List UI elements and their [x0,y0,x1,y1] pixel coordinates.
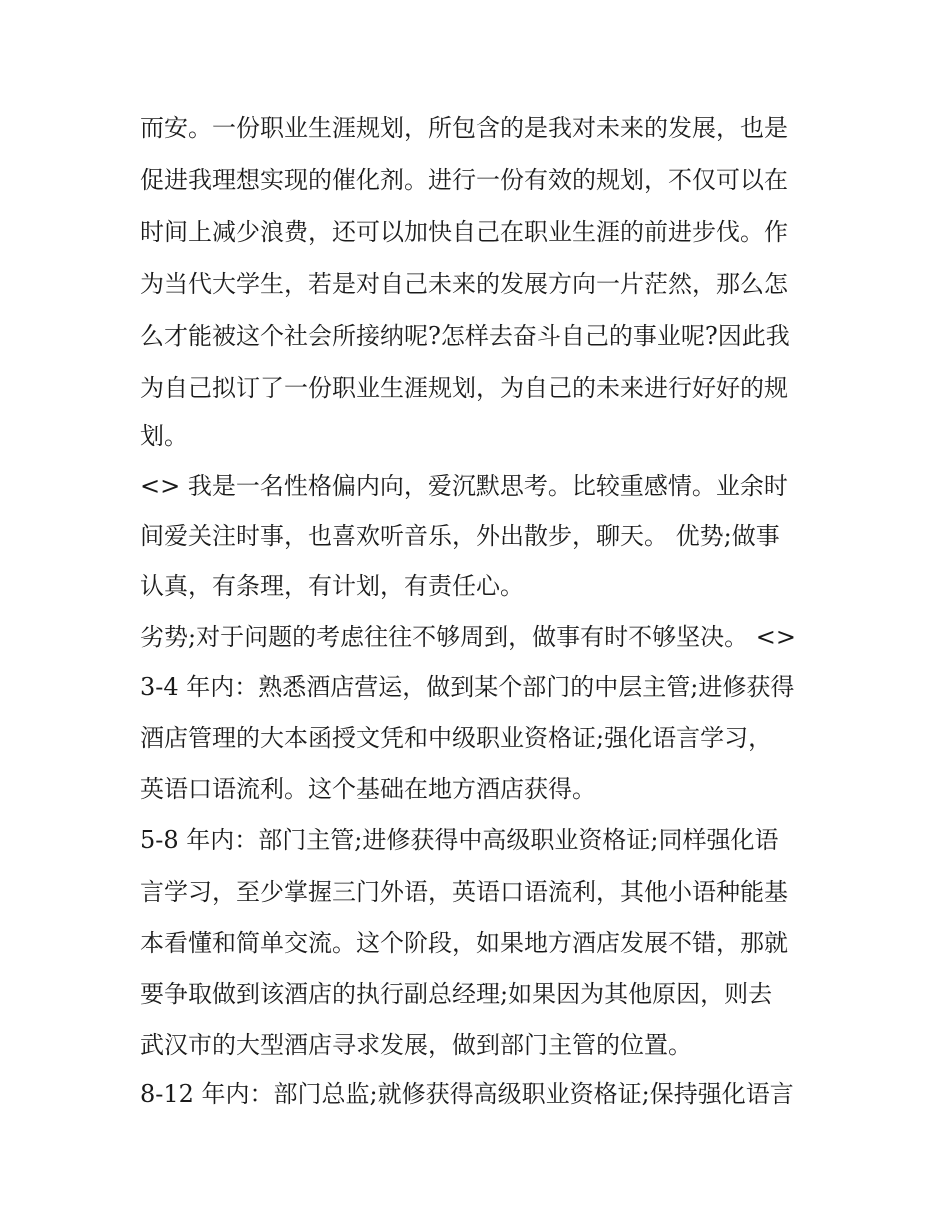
text-line: 时间上减少浪费，还可以加快自己在职业生涯的前进步伐。作 [140,218,788,246]
text-line: 5-8 年内：部门主管;进修获得中高级职业资格证;同样强化语 [140,826,779,854]
text-line: 武汉市的大型酒店寻求发展，做到部门主管的位置。 [140,1031,692,1059]
text-line: 8-12 年内：部门总监;就修获得高级职业资格证;保持强化语言 [140,1080,794,1108]
text-line: 间爱关注时事，也喜欢听音乐，外出散步，聊天。 优势;做事 [140,522,780,550]
text-line: 3-4 年内：熟悉酒店营运，做到某个部门的中层主管;进修获得 [140,673,795,701]
text-line: 要争取做到该酒店的执行副总经理;如果因为其他原因，则去 [140,980,773,1008]
text-line: 本看懂和简单交流。这个阶段，如果地方酒店发展不错，那就 [140,929,788,957]
text-line: 言学习，至少掌握三门外语，英语口语流利，其他小语种能基 [140,878,788,906]
text-line: 促进我理想实现的催化剂。进行一份有效的规划，不仅可以在 [140,166,788,194]
text-line: <> 我是一名性格偏内向，爱沉默思考。比较重感情。业余时 [140,472,788,500]
text-line: 划。 [140,422,188,450]
text-line: 英语口语流利。这个基础在地方酒店获得。 [140,775,596,803]
text-line: 为自己拟订了一份职业生涯规划，为自己的未来进行好好的规 [140,374,788,402]
text-line: 而安。一份职业生涯规划，所包含的是我对未来的发展，也是 [140,114,788,142]
text-line: 酒店管理的大本函授文凭和中级职业资格证;强化语言学习， [140,724,773,752]
text-line: 劣势;对于问题的考虑往往不够周到，做事有时不够坚决。 <> [140,623,796,651]
text-line: 认真，有条理，有计划，有责任心。 [140,572,524,600]
text-line: 么才能被这个社会所接纳呢?怎样去奋斗自己的事业呢?因此我 [140,322,790,350]
text-line: 为当代大学生，若是对自己未来的发展方向一片茫然，那么怎 [140,270,788,298]
